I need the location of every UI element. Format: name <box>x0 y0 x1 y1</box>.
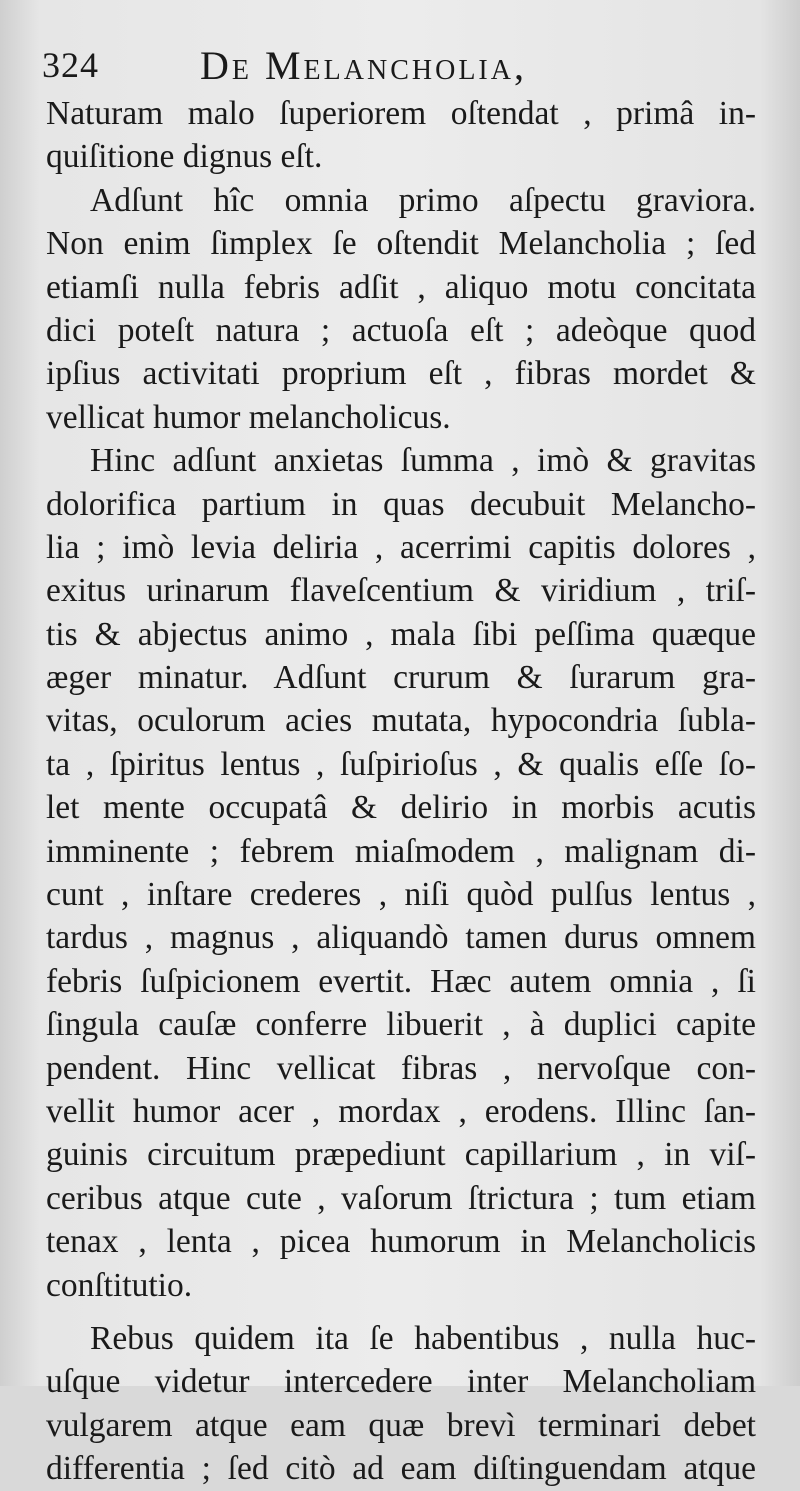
text-line: vellit humor acer , mordax , erodens. Illinc ſan- <box>46 1092 756 1130</box>
text-line: exitus urinarum flaveſcentium & viridium , triſ- <box>46 572 756 610</box>
body-text <box>46 92 756 1491</box>
text-line: tardus , magnus , aliquandò tamen durus omnem <box>46 919 756 957</box>
text-line: ipſius activitati proprium eſt , fibras mordet & <box>46 355 756 393</box>
text-line: vitas, oculorum acies mutata, hypocondria ſubla- <box>46 702 756 740</box>
text-line: vulgarem atque eam quæ brevì terminari debet <box>46 1406 756 1444</box>
text-line: Non enim ſimplex ſe oſtendit Melancholia ; ſed <box>46 225 756 263</box>
running-head: De Melancholia, <box>200 43 527 88</box>
text-line: vellicat humor melancholicus. <box>46 398 451 436</box>
page-number: 324 <box>42 45 99 85</box>
paragraph-gap <box>46 1307 756 1317</box>
text-line: conſtitutio. <box>46 1266 193 1304</box>
text-line: etiamſi nulla febris adſit , aliquo motu concitata <box>46 268 756 306</box>
text-line: dici poteſt natura ; actuoſa eſt ; adeòque quod <box>46 311 756 349</box>
text-line: imminente ; febrem miaſmodem , malignam di- <box>46 832 756 870</box>
text-line: febris ſuſpicionem evertit. Hæc autem omnia , ſi <box>46 962 756 1000</box>
text-line: Hinc adſunt anxietas ſumma , imò & gravitas <box>90 442 756 480</box>
text-line: Adſunt hîc omnia primo aſpectu graviora. <box>90 181 756 219</box>
text-line: pendent. Hinc vellicat fibras , nervoſque con- <box>46 1049 756 1087</box>
text-line: differentia ; ſed citò ad eam diſtinguendam atque <box>46 1450 756 1488</box>
text-line: let mente occupatâ & delirio in morbis acutis <box>46 789 756 827</box>
text-line: cunt , inſtare crederes , niſi quòd pulſus lentus , <box>46 876 756 914</box>
text-line: Naturam malo ſuperiorem oſtendat , primâ in- <box>46 95 756 132</box>
text-line: quiſitione dignus eſt. <box>46 138 323 176</box>
text-line: æger minatur. Adſunt crurum & ſurarum gra- <box>46 659 756 697</box>
text-line: tenax , lenta , picea humorum in Melancholicis <box>46 1223 756 1261</box>
text-line: dolorifica partium in quas decubuit Melancho- <box>46 485 756 523</box>
text-line: tis & abjectus animo , mala ſibi peſſima quæque <box>46 615 756 653</box>
text-line: ſingula cauſæ conferre libuerit , à duplici capite <box>46 1006 756 1044</box>
text-line: Rebus quidem ita ſe habentibus , nulla huc- <box>90 1319 756 1357</box>
text-line: uſque videtur intercedere inter Melancholiam <box>46 1363 756 1401</box>
text-line: ceribus atque cute , vaſorum ſtrictura ; tum etiam <box>46 1179 756 1217</box>
text-line: lia ; imò levia deliria , acerrimi capitis dolores , <box>46 528 756 566</box>
text-line: guinis circuitum præpediunt capillarium , in viſ- <box>46 1136 756 1174</box>
text-line: ta , ſpiritus lentus , ſuſpirioſus , & qualis eſſe ſo- <box>46 745 756 783</box>
page-header <box>42 40 762 90</box>
